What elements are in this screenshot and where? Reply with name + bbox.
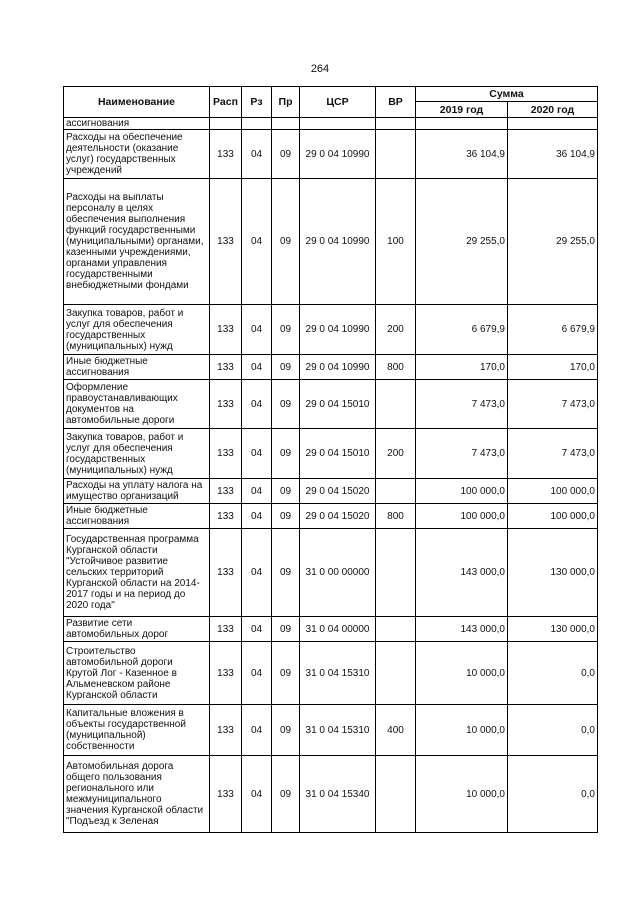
- row-rasp: 133: [210, 355, 242, 380]
- row-2020: 100 000,0: [508, 479, 598, 504]
- row-2020: 7 473,0: [508, 380, 598, 429]
- row-csr: 31 0 04 15310: [300, 705, 376, 756]
- row-vr: 800: [376, 504, 416, 529]
- row-name: Развитие сети автомобильных дорог: [64, 617, 210, 642]
- row-2019: 10 000,0: [416, 756, 508, 833]
- row-vr: 200: [376, 305, 416, 355]
- header-csr: ЦСР: [300, 87, 376, 118]
- header-row: [64, 87, 598, 102]
- row-pr: 09: [272, 355, 300, 380]
- row-csr: 29 0 04 10990: [300, 305, 376, 355]
- row-rasp: 133: [210, 380, 242, 429]
- row-2020: 7 473,0: [508, 429, 598, 479]
- row-2019: 143 000,0: [416, 617, 508, 642]
- row-pr: 09: [272, 179, 300, 305]
- row-csr: 29 0 04 10990: [300, 179, 376, 305]
- row-2020: 0,0: [508, 642, 598, 705]
- header-rz: Рз: [242, 87, 272, 118]
- row-rz: 04: [242, 479, 272, 504]
- table-row: [64, 617, 598, 642]
- row-vr: 800: [376, 355, 416, 380]
- table-row: [64, 305, 598, 355]
- row-2019: 100 000,0: [416, 504, 508, 529]
- row-pr: 09: [272, 504, 300, 529]
- row-2020: 130 000,0: [508, 617, 598, 642]
- row-rasp: 133: [210, 179, 242, 305]
- row-2020: 100 000,0: [508, 504, 598, 529]
- row-pr: 09: [272, 305, 300, 355]
- row-csr: [300, 118, 376, 130]
- row-vr: [376, 529, 416, 617]
- row-name: Строительство автомобильной дороги Крутой Лог - Казенное в Альменевском районе Курганской области: [64, 642, 210, 705]
- row-pr: 09: [272, 380, 300, 429]
- row-2019: 170,0: [416, 355, 508, 380]
- row-pr: 09: [272, 130, 300, 179]
- row-rasp: 133: [210, 429, 242, 479]
- row-vr: 400: [376, 705, 416, 756]
- row-rasp: 133: [210, 756, 242, 833]
- header-vr: ВР: [376, 87, 416, 118]
- row-csr: 31 0 00 00000: [300, 529, 376, 617]
- row-2020: 29 255,0: [508, 179, 598, 305]
- row-2019: 29 255,0: [416, 179, 508, 305]
- row-rasp: [210, 118, 242, 130]
- row-vr: [376, 756, 416, 833]
- row-csr: 31 0 04 15340: [300, 756, 376, 833]
- row-2020: 6 679,9: [508, 305, 598, 355]
- row-rz: 04: [242, 380, 272, 429]
- row-vr: [376, 479, 416, 504]
- row-vr: [376, 130, 416, 179]
- row-rz: 04: [242, 705, 272, 756]
- row-csr: 29 0 04 10990: [300, 355, 376, 380]
- table-body: [64, 118, 598, 833]
- row-2019: 10 000,0: [416, 642, 508, 705]
- row-2019: [416, 118, 508, 130]
- row-pr: 09: [272, 756, 300, 833]
- row-rz: 04: [242, 756, 272, 833]
- header-rasp: Расп: [210, 87, 242, 118]
- row-csr: 29 0 04 15020: [300, 504, 376, 529]
- row-rz: 04: [242, 529, 272, 617]
- table-row: [64, 705, 598, 756]
- row-name: Государственная программа Курганской области "Устойчивое развитие сельских территорий Курганской области на 2014-2017 годы и на период до 2020 года": [64, 529, 210, 617]
- row-rasp: 133: [210, 529, 242, 617]
- row-csr: 29 0 04 15020: [300, 479, 376, 504]
- table-row: [64, 380, 598, 429]
- row-2019: 6 679,9: [416, 305, 508, 355]
- row-2020: 170,0: [508, 355, 598, 380]
- row-pr: 09: [272, 529, 300, 617]
- table-row: [64, 429, 598, 479]
- row-rz: 04: [242, 355, 272, 380]
- header-2020: 2020 год: [508, 102, 598, 118]
- table-row: [64, 179, 598, 305]
- row-2020: [508, 118, 598, 130]
- row-name: Закупка товаров, работ и услуг для обеспечения государственных (муниципальных) нужд: [64, 305, 210, 355]
- row-2020: 36 104,9: [508, 130, 598, 179]
- table-row: [64, 118, 598, 130]
- row-name: Расходы на уплату налога на имущество организаций: [64, 479, 210, 504]
- row-vr: [376, 118, 416, 130]
- row-2019: 100 000,0: [416, 479, 508, 504]
- row-2020: 0,0: [508, 705, 598, 756]
- row-name: Иные бюджетные ассигнования: [64, 355, 210, 380]
- row-vr: [376, 380, 416, 429]
- table-row: [64, 355, 598, 380]
- row-2019: 7 473,0: [416, 429, 508, 479]
- row-rasp: 133: [210, 479, 242, 504]
- table-row: [64, 504, 598, 529]
- row-2019: 10 000,0: [416, 705, 508, 756]
- row-pr: 09: [272, 642, 300, 705]
- row-pr: 09: [272, 479, 300, 504]
- row-rasp: 133: [210, 504, 242, 529]
- row-2019: 143 000,0: [416, 529, 508, 617]
- row-rz: 04: [242, 504, 272, 529]
- row-name: Расходы на обеспечение деятельности (оказание услуг) государственных учреждений: [64, 130, 210, 179]
- row-vr: [376, 617, 416, 642]
- row-vr: 200: [376, 429, 416, 479]
- row-name: Капитальные вложения в объекты государственной (муниципальной) собственности: [64, 705, 210, 756]
- page-number: 264: [310, 63, 330, 75]
- table-row: [64, 130, 598, 179]
- header-2019: 2019 год: [416, 102, 508, 118]
- row-pr: 09: [272, 705, 300, 756]
- row-name: Иные бюджетные ассигнования: [64, 504, 210, 529]
- row-vr: 100: [376, 179, 416, 305]
- row-csr: 29 0 04 15010: [300, 429, 376, 479]
- row-rz: 04: [242, 429, 272, 479]
- row-2019: 36 104,9: [416, 130, 508, 179]
- row-name: Закупка товаров, работ и услуг для обеспечения государственных (муниципальных) нужд: [64, 429, 210, 479]
- row-rasp: 133: [210, 705, 242, 756]
- row-csr: 29 0 04 15010: [300, 380, 376, 429]
- header-sum: Сумма: [416, 87, 598, 102]
- row-csr: 29 0 04 10990: [300, 130, 376, 179]
- header-name: Наименование: [64, 87, 210, 118]
- table-row: [64, 479, 598, 504]
- row-pr: 09: [272, 429, 300, 479]
- row-2020: 0,0: [508, 756, 598, 833]
- row-2019: 7 473,0: [416, 380, 508, 429]
- row-pr: [272, 118, 300, 130]
- row-rz: 04: [242, 179, 272, 305]
- row-rz: 04: [242, 642, 272, 705]
- row-csr: 31 0 04 15310: [300, 642, 376, 705]
- table-row: [64, 756, 598, 833]
- row-pr: 09: [272, 617, 300, 642]
- table-row: [64, 642, 598, 705]
- row-name: Оформление правоустанавливающих документов на автомобильные дороги: [64, 380, 210, 429]
- row-rz: 04: [242, 617, 272, 642]
- row-csr: 31 0 04 00000: [300, 617, 376, 642]
- row-rz: [242, 118, 272, 130]
- row-name: Автомобильная дорога общего пользования регионального или межмуниципального значения Курганской области "Подъезд к Зеленая: [64, 756, 210, 833]
- row-name: ассигнования: [64, 118, 210, 130]
- row-rz: 04: [242, 305, 272, 355]
- row-rasp: 133: [210, 642, 242, 705]
- row-vr: [376, 642, 416, 705]
- row-name: Расходы на выплаты персоналу в целях обеспечения выполнения функций государственными (муниципальными) органами, казенными учреждениями, органами управления государственными внебюджетными фондами: [64, 179, 210, 305]
- budget-table: [63, 86, 598, 833]
- table-row: [64, 529, 598, 617]
- row-rasp: 133: [210, 130, 242, 179]
- header-pr: Пр: [272, 87, 300, 118]
- row-2020: 130 000,0: [508, 529, 598, 617]
- row-rasp: 133: [210, 305, 242, 355]
- row-rasp: 133: [210, 617, 242, 642]
- row-rz: 04: [242, 130, 272, 179]
